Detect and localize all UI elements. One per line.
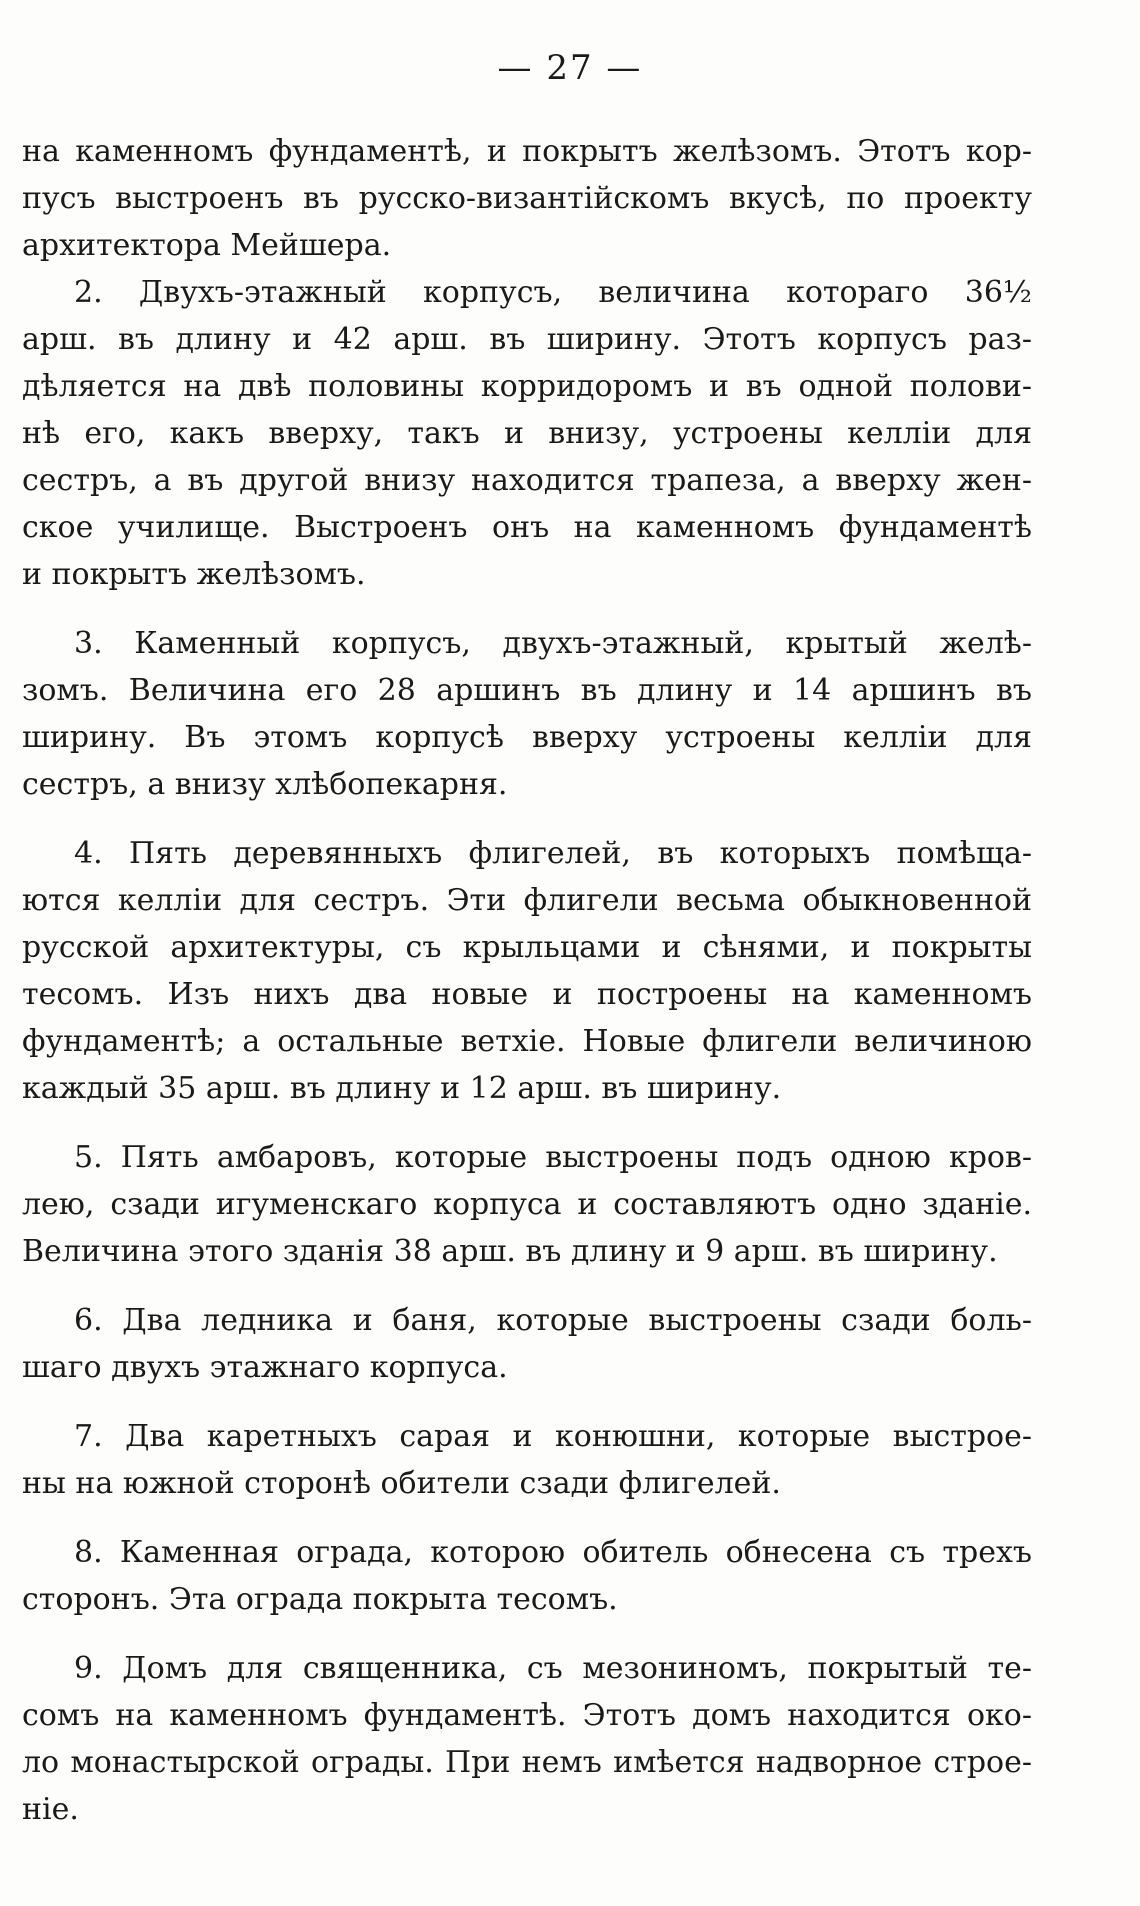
text-line: архитектора Мейшера. bbox=[22, 228, 392, 263]
text-line: 7. Два каретныхъ сарая и конюшни, которые выстрое- bbox=[74, 1419, 1032, 1454]
text-line: ло монастырской ограды. При немъ имѣется надворное строе- bbox=[22, 1745, 1032, 1780]
text-line: 2. Двухъ-этажный корпусъ, величина котораго 36½ bbox=[74, 275, 1032, 310]
text-line: пусъ выстроенъ въ русско-византійскомъ вкусѣ, по проекту bbox=[22, 181, 1032, 216]
text-line: сестръ, а въ другой внизу находится трапеза, а вверху жен- bbox=[22, 463, 1032, 498]
text-line: Величина этого зданія 38 арш. въ длину и 9 арш. въ ширину. bbox=[22, 1234, 998, 1269]
text-line: сторонъ. Эта ограда покрыта тесомъ. bbox=[22, 1582, 618, 1617]
text-line: лею, сзади игуменскаго корпуса и составляютъ одно зданіе. bbox=[22, 1187, 1032, 1222]
text-line: зомъ. Величина его 28 аршинъ въ длину и 14 аршинъ въ bbox=[22, 673, 1032, 708]
text-line: 9. Домъ для священника, съ мезониномъ, покрытый те- bbox=[74, 1651, 1032, 1686]
paragraph-gap bbox=[22, 1112, 1032, 1134]
paragraph bbox=[22, 1297, 1032, 1391]
page-number: — 27 — bbox=[497, 48, 643, 88]
paragraph-gap bbox=[22, 1391, 1032, 1413]
paragraph bbox=[22, 1529, 1032, 1623]
paragraph-gap bbox=[22, 808, 1032, 830]
text-line: ское училище. Выстроенъ онъ на каменномъ фундаментѣ bbox=[22, 510, 1032, 545]
paragraph bbox=[22, 1134, 1032, 1275]
paragraph bbox=[22, 269, 1032, 598]
page-body-text bbox=[22, 128, 1032, 1833]
paragraph-gap bbox=[22, 1275, 1032, 1297]
text-line: каждый 35 арш. въ длину и 12 арш. въ ширину. bbox=[22, 1071, 782, 1106]
paragraph-gap bbox=[22, 1623, 1032, 1645]
text-line: 8. Каменная ограда, которою обитель обнесена съ трехъ bbox=[74, 1535, 1032, 1570]
text-line: 5. Пять амбаровъ, которые выстроены подъ одною кров- bbox=[74, 1140, 1032, 1175]
text-line: на каменномъ фундаментѣ, и покрытъ желѣзомъ. Этотъ кор- bbox=[22, 134, 1032, 169]
text-line: шаго двухъ этажнаго корпуса. bbox=[22, 1350, 508, 1385]
text-line: фундаментѣ; а остальные ветхіе. Новые флигели величиною bbox=[22, 1024, 1032, 1059]
paragraph bbox=[22, 1645, 1032, 1833]
text-line: ширину. Въ этомъ корпусѣ вверху устроены келліи для bbox=[22, 720, 1032, 755]
text-line: дѣляется на двѣ половины корридоромъ и въ одной полови- bbox=[22, 369, 1032, 404]
paragraph bbox=[22, 830, 1032, 1112]
text-line: 3. Каменный корпусъ, двухъ-этажный, крытый желѣ- bbox=[74, 626, 1032, 661]
text-line: русской архитектуры, съ крыльцами и сѣнями, и покрыты bbox=[22, 930, 1032, 965]
text-line: тесомъ. Изъ нихъ два новые и построены на каменномъ bbox=[22, 977, 1032, 1012]
text-line: 4. Пять деревянныхъ флигелей, въ которыхъ помѣща- bbox=[74, 836, 1032, 871]
text-line: ніе. bbox=[22, 1792, 79, 1827]
text-line: арш. въ длину и 42 арш. въ ширину. Этотъ корпусъ раз- bbox=[22, 322, 1032, 357]
text-line: и покрытъ желѣзомъ. bbox=[22, 557, 366, 592]
text-line: ются келліи для сестръ. Эти флигели весьма обыкновенной bbox=[22, 883, 1032, 918]
paragraph bbox=[22, 1413, 1032, 1507]
paragraph-gap bbox=[22, 1507, 1032, 1529]
text-line: 6. Два ледника и баня, которые выстроены сзади боль- bbox=[74, 1303, 1032, 1338]
text-line: нѣ его, какъ вверху, такъ и внизу, устроены келліи для bbox=[22, 416, 1032, 451]
paragraph-gap bbox=[22, 598, 1032, 620]
text-line: ны на южной сторонѣ обители сзади флигелей. bbox=[22, 1466, 781, 1501]
paragraph bbox=[22, 128, 1032, 269]
text-line: сомъ на каменномъ фундаментѣ. Этотъ домъ находится око- bbox=[22, 1698, 1032, 1733]
paragraph bbox=[22, 620, 1032, 808]
text-line: сестръ, а внизу хлѣбопекарня. bbox=[22, 767, 508, 802]
